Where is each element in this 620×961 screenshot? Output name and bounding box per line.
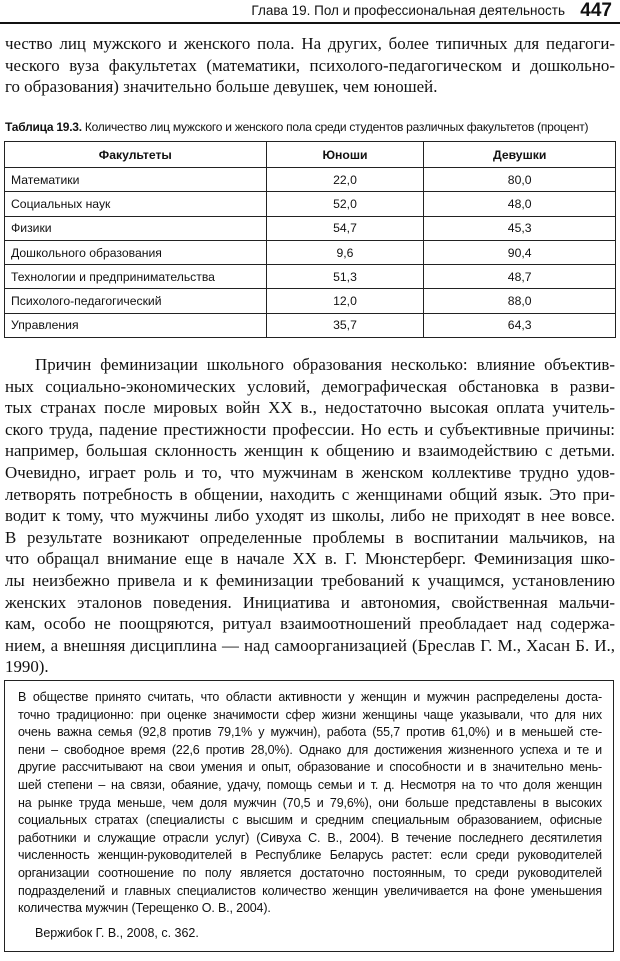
intro-line: го образования) значительно больше девушек, чем юношей.	[5, 77, 438, 97]
boys-cell: 54,7	[266, 216, 424, 240]
body-line: ных социально-экономических условий, демографическая обстановка в разви-	[5, 376, 615, 396]
faculty-cell: Психолого-педагогический	[5, 289, 267, 313]
boys-cell: 12,0	[266, 289, 424, 313]
body-line: водит к тому, что мужчины либо уходят из школы, либо не приходят в нее вовсе.	[5, 506, 615, 526]
body-line: кам, особо не поощряются, ритуал взаимоотношений преобладает над содержа-	[5, 614, 615, 634]
body-line: В результате возникают определенные проблемы в воспитании мальчиков, на	[5, 527, 615, 547]
box-line: очень важна семья (92,8 против 79,1% у мужчин), работа (55,7 против 61,0%) и в меньшей сте-	[18, 725, 602, 740]
table-row	[5, 265, 616, 289]
girls-cell: 88,0	[424, 289, 616, 313]
sidebar-box	[4, 680, 614, 952]
faculty-cell: Физики	[5, 216, 267, 240]
column-header-boys: Юноши	[266, 142, 424, 168]
body-line: ского труда, падение престижности профессии. Но есть и субъективные причины:	[5, 419, 615, 439]
body-line: что обращал внимание еще в начале XX в. Г. Мюнстерберг. Феминизация шко-	[5, 549, 615, 569]
faculty-cell: Управления	[5, 313, 267, 337]
intro-line: чество лиц мужского и женского пола. На других, более типичных для педагоги-	[5, 34, 615, 53]
box-line: численность женщин-руководителей в Республике Беларусь растет: если среди руководителей	[18, 848, 602, 863]
intro-line: ческого вуза факультетах (математики, психолого-педагогическом и дошкольно-	[5, 55, 615, 75]
table-caption-label: Таблица 19.3.	[5, 120, 82, 134]
boys-cell: 22,0	[266, 168, 424, 192]
table-row	[5, 216, 616, 240]
table-header-row	[5, 142, 616, 168]
girls-cell: 45,3	[424, 216, 616, 240]
main-paragraph	[5, 354, 615, 678]
girls-cell: 90,4	[424, 240, 616, 264]
box-line: подразделений и главных специалистов количество женщин увеличивается на фоне уменьшения	[18, 883, 602, 898]
faculty-cell: Социальных наук	[5, 192, 267, 216]
box-line: пени – свободное время (22,6 против 28,0%). Однако для достижения жизненного успеха и те и	[18, 742, 602, 757]
body-line: женских эталонов поведения. Инициатива и автономия, свойственная мальчи-	[5, 592, 615, 612]
intro-paragraph	[5, 33, 615, 98]
girls-cell: 48,7	[424, 265, 616, 289]
table-row	[5, 168, 616, 192]
box-line: шей степени – на связи, обаяние, удачу, помощь семьи и т. д. Несмотря на то что доля женщин	[18, 777, 602, 792]
faculty-cell: Дошкольного образования	[5, 240, 267, 264]
table-row	[5, 289, 616, 313]
box-line: социальных стратах (специалисты с высшим и средним специальным образованием, офисные	[18, 813, 602, 828]
girls-cell: 64,3	[424, 313, 616, 337]
chapter-title: Глава 19. Пол и профессиональная деятельность	[251, 3, 565, 18]
faculty-cell: Технологии и предпринимательства	[5, 265, 267, 289]
table-row	[5, 240, 616, 264]
body-line: 1990).	[5, 657, 49, 677]
girls-cell: 48,0	[424, 192, 616, 216]
boys-cell: 52,0	[266, 192, 424, 216]
body-line: тых странах после мировых войн XX в., недостаточно высокая оплата учитель-	[5, 398, 615, 418]
box-line: количества мужчин (Терещенко О. В., 2004).	[18, 901, 271, 916]
box-source-citation: Вержибок Г. В., 2008, с. 362.	[35, 926, 199, 940]
table-caption	[5, 120, 617, 134]
running-header	[0, 0, 620, 26]
body-line: Очевидно, играет роль и то, что мужчинам в женском коллективе трудно удов-	[5, 462, 615, 482]
sidebar-box-text	[18, 689, 602, 918]
page-number: 447	[580, 0, 612, 21]
boys-cell: 51,3	[266, 265, 424, 289]
box-line: точно традиционно: при оценке значимости сфер жизни женщины чаще указывали, что для них	[18, 707, 602, 722]
boys-cell: 9,6	[266, 240, 424, 264]
column-header-girls: Девушки	[424, 142, 616, 168]
faculty-cell: Математики	[5, 168, 267, 192]
body-line: например, большая склонность женщин к общению и взаимодействию с детьми.	[5, 441, 615, 461]
table-caption-text: Количество лиц мужского и женского пола среди студентов различных факультетов (процент)	[84, 120, 589, 134]
body-line: Причин феминизации школьного образования несколько: влияние объектив-	[35, 355, 615, 374]
box-line: работники и служащие отрасли услуг) (Сивуха С. В., 2004). В течение последнего десятилетия	[18, 830, 602, 845]
girls-cell: 80,0	[424, 168, 616, 192]
body-line: лы неизбежно привела и к феминизации требований к учащимся, установлению	[5, 570, 615, 590]
box-line: другие рассчитывают на свои умения и опыт, образование и способности и в значительно мень-	[18, 760, 602, 775]
faculty-gender-table	[4, 141, 616, 338]
box-line: В обществе принято считать, что области активности у женщин и мужчин распределены доста-	[18, 690, 602, 704]
body-line: летворять потребность в общении, находить с женщинами общий язык. Это при-	[5, 484, 615, 504]
boys-cell: 35,7	[266, 313, 424, 337]
body-line: нием, а внешняя дисциплина — над самоорганизацией (Бреслав Г. М., Хасан Б. И.,	[5, 635, 615, 655]
table-row	[5, 313, 616, 337]
header-rule	[0, 22, 620, 24]
box-line: организации соотношение по полу является достаточно постоянным, то среди руководителей	[18, 865, 602, 880]
box-line: на рынке труда меньше, чем доля мужчин (70,5 и 79,6%), они больше представлены в высоких	[18, 795, 602, 810]
column-header-faculty: Факультеты	[5, 142, 267, 168]
table-row	[5, 192, 616, 216]
